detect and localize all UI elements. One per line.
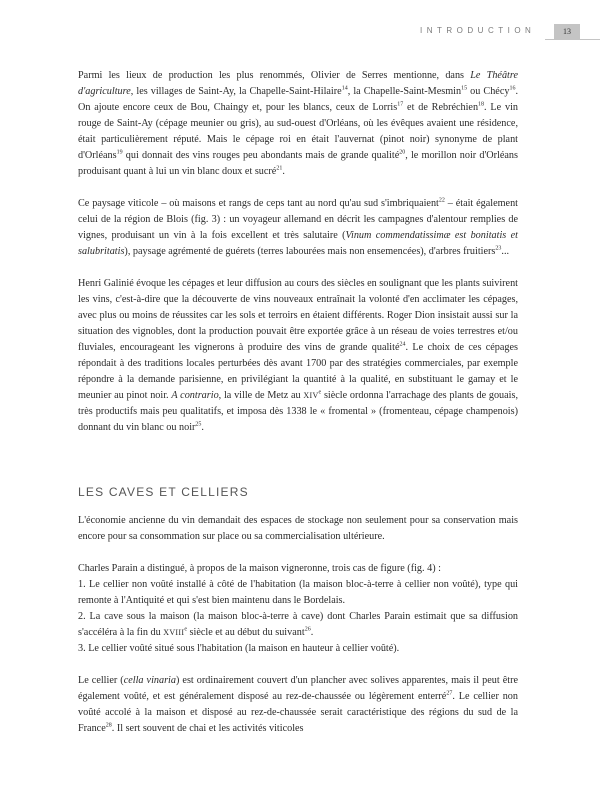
footnote-ref: 27	[446, 690, 453, 697]
text-run: .	[310, 627, 314, 638]
list-item-3: 3. Le cellier voûté situé sous l'habitation (la maison en hauteur à cellier voûté).	[78, 643, 400, 654]
text-run: Parmi les lieux de production les plus renommés, Olivier de Serres mentionne, dans	[78, 70, 471, 81]
text-run: siècle et au début du suivant	[186, 627, 305, 638]
text-run: siècle ordonna l'arrachage des plants de gouais, très productifs mais peu qualitatifs, et imposa dès 1338 le « fromental » (fromenteau, cépage champenois) donnant du vin blanc ou noir	[78, 390, 519, 433]
text-run: ) est ordinairement couvert d'un plancher avec solives apparentes, mais il peut être également voûté, et est généralement disposé au rez-de-chaussée ou légèrement enterré	[78, 675, 518, 702]
footnote-ref: 26	[304, 626, 311, 633]
ordinal-suffix: e	[184, 626, 187, 633]
running-head: INTRODUCTION	[420, 26, 536, 35]
text-run: ...	[501, 246, 510, 257]
page-number: 13	[554, 24, 580, 39]
paragraph-4: L'économie ancienne du vin demandait des espaces de stockage non seulement pour sa conservation mais encore pour sa consommation sur place ou sa commercialisation ultérieure.	[78, 515, 518, 542]
footnote-ref: 22	[438, 197, 445, 204]
footnote-ref: 23	[495, 245, 502, 252]
text-run: .	[282, 166, 285, 177]
text-run: .	[201, 422, 204, 433]
century-numeral: XVIII	[163, 628, 185, 637]
list-item-2	[78, 609, 518, 641]
footnote-ref: 20	[399, 149, 406, 156]
text-run: . Le cellier non voûté accolé à la maison et disposé au rez-de-chaussée serait caractéristique des régions du sud de la France	[78, 691, 518, 734]
text-run: ou Chécy	[467, 86, 510, 97]
footnote-ref: 14	[341, 85, 348, 92]
text-run: . Le choix de ces cépages répondait à des traditions locales perturbées dès avant 1700 par des stratégies commerciales, par exemple répondre à la demande parisienne, en privilégiant la quantité à la qualité, en substituant le gamay et le meunier au pinot noir.	[78, 342, 518, 401]
footnote-ref: 16	[509, 85, 516, 92]
latin-term: cella vinaria	[123, 675, 176, 686]
text-run: Henri Galinié évoque les cépages et leur diffusion au cours des siècles en soulignant que les plants suivirent les vins, c'est-à-dire que la découverte de vins nouveaux entraînait la volonté d'en acclimater les cépages, avec plus ou moins de réussites car les sols et terroirs en étaient différents. Roger Dion insistait aussi sur la situation des vignobles, dont la production pouvait être exportée grâce à un réseau de voies terrestres et/ou fluviales, encourageant les vignerons à produire des vins de grande qualité	[78, 278, 518, 353]
latin-quote: Vinum commendatissimæ est bonitatis et salubritatis	[78, 230, 518, 257]
text-run: , la ville de Metz au	[218, 390, 304, 401]
paragraph-1	[78, 68, 518, 180]
footnote-ref: 25	[195, 421, 202, 428]
book-title: Le Théâtre d'agriculture	[78, 70, 518, 97]
paragraph-2	[78, 196, 518, 260]
text-run: 2. La cave sous la maison (la maison bloc-à-terre à cave) dont Charles Parain estimait que sa diffusion s'accéléra à la fin du	[78, 611, 518, 638]
text-run: Le cellier (	[78, 675, 124, 686]
text-run: . Il sert souvent de chai et les activités viticoles	[111, 723, 304, 734]
text-run: , les villages de Saint-Ay, la Chapelle-Saint-Hilaire	[130, 86, 342, 97]
text-run: ), paysage agrémenté de guérets (terres labourées mais non ensemencées), d'arbres fruitiers	[124, 246, 496, 257]
section-heading: LES CAVES ET CELLIERS	[78, 485, 249, 499]
footnote-ref: 18	[478, 101, 485, 108]
paragraph-5-intro: Charles Parain a distingué, à propos de la maison vigneronne, trois cas de figure (fig. 4) :	[78, 563, 441, 574]
text-run: – était également celui de la région de Blois (fig. 3) : un voyageur allemand en décrit les campagnes d'alentour remplies de vignes, produisant un vin à la fois excellent et très salutaire (	[78, 198, 518, 241]
ordinal-suffix: e	[318, 389, 322, 396]
paragraph-3	[78, 276, 518, 436]
body-text-lower	[78, 513, 518, 753]
text-run: , le morillon noir d'Orléans produisant quant à lui un vin blanc doux et sucré	[78, 150, 518, 177]
text-run: Ce paysage viticole – où maisons et rangs de ceps tant au nord qu'au sud s'imbriquaient	[78, 198, 439, 209]
footnote-ref: 17	[397, 101, 404, 108]
text-run: . On ajoute encore ceux de Bou, Chaingy et, pour les blancs, ceux de Lorris	[78, 86, 518, 113]
latin-phrase: A contrario	[171, 390, 219, 401]
text-run: et de Rebréchien	[403, 102, 479, 113]
text-run: qui donnait des vins rouges peu abondants mais de grande qualité	[122, 150, 400, 161]
header-rule	[545, 39, 600, 40]
text-run: . Le vin rouge de Saint-Ay (cépage meunier ou gris), au sud-ouest d'Orléans, où les évêques avaient une résidence, était particulièrement réputé. Mais le cépage roi en était l'auvernat (pinot noir) synonyme de plant d'Orléans	[78, 102, 518, 161]
list-item-1: 1. Le cellier non voûté installé à côté de l'habitation (la maison bloc-à-terre à cellier non voûté), type qui remonte à l'Antiquité et qui s'est bien maintenu dans le Bordelais.	[78, 579, 518, 606]
body-text-upper	[78, 68, 518, 452]
footnote-ref: 19	[116, 149, 123, 156]
century-numeral: XIV	[303, 391, 319, 400]
paragraph-6	[78, 673, 518, 737]
footnote-ref: 15	[461, 85, 468, 92]
footnote-ref: 21	[276, 165, 283, 172]
text-run: , la Chapelle-Saint-Mesmin	[347, 86, 462, 97]
footnote-ref: 28	[105, 722, 112, 729]
footnote-ref: 24	[399, 341, 406, 348]
